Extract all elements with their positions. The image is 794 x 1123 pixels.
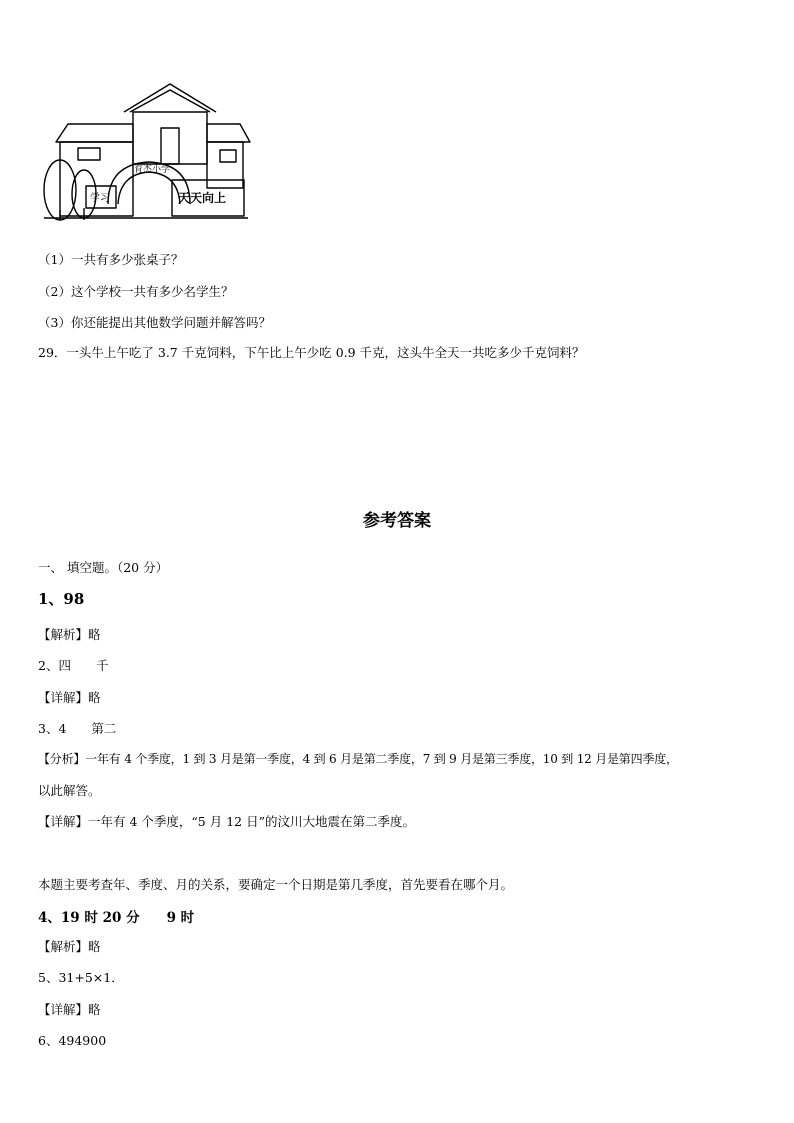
answer-3-detail: 【详解】一年有 4 个季度，“5 月 12 日”的汶川大地震在第二季度。 <box>38 814 415 829</box>
right-sign-text: 天天向上 <box>178 191 227 205</box>
answer-4: 4、19 时 20 分 9 时 <box>38 910 195 926</box>
answer-3: 3、4 第二 <box>38 721 117 736</box>
answer-6: 6、494900 <box>38 1033 107 1048</box>
school-building-illustration <box>38 78 252 228</box>
answer-5-note: 【详解】略 <box>38 1002 101 1017</box>
arch-sign-text: 育杰小学 <box>134 165 171 175</box>
answer-1-note: 【解析】略 <box>38 627 101 642</box>
answer-5: 5、31+5×1． <box>38 970 124 985</box>
question-2: （2）这个学校一共有多少名学生？ <box>38 284 234 299</box>
section-heading: 一、 填空题。（20 分） <box>38 560 169 575</box>
answer-3-analysis-line2: 以此解答。 <box>38 783 101 798</box>
question-29: 29．一头牛上午吃了 3.7 千克饲料，下午比上午少吃 0.9 千克，这头牛全天一共吃多少千克饲料？ <box>38 345 585 360</box>
answer-3-summary: 本题主要考查年、季度、月的关系，要确定一个日期是第几季度，首先要看在哪个月。 <box>38 877 514 892</box>
answer-1: 1、98 <box>38 590 85 608</box>
answer-3-analysis-line1: 【分析】一年有 4 个季度，1 到 3 月是第一季度，4 到 6 月是第二季度，7 到 9 月是第三季度，10 到 12 月是第四季度， <box>38 752 678 766</box>
answers-title: 参考答案 <box>363 511 431 531</box>
question-1: （1）一共有多少张桌子？ <box>38 252 184 267</box>
answer-2: 2、四 千 <box>38 658 109 673</box>
question-3: （3）你还能提出其他数学问题并解答吗？ <box>38 315 271 330</box>
answer-2-note: 【详解】略 <box>38 690 101 705</box>
left-sign-text: 学习 <box>90 193 110 204</box>
answer-4-note: 【解析】略 <box>38 939 101 954</box>
